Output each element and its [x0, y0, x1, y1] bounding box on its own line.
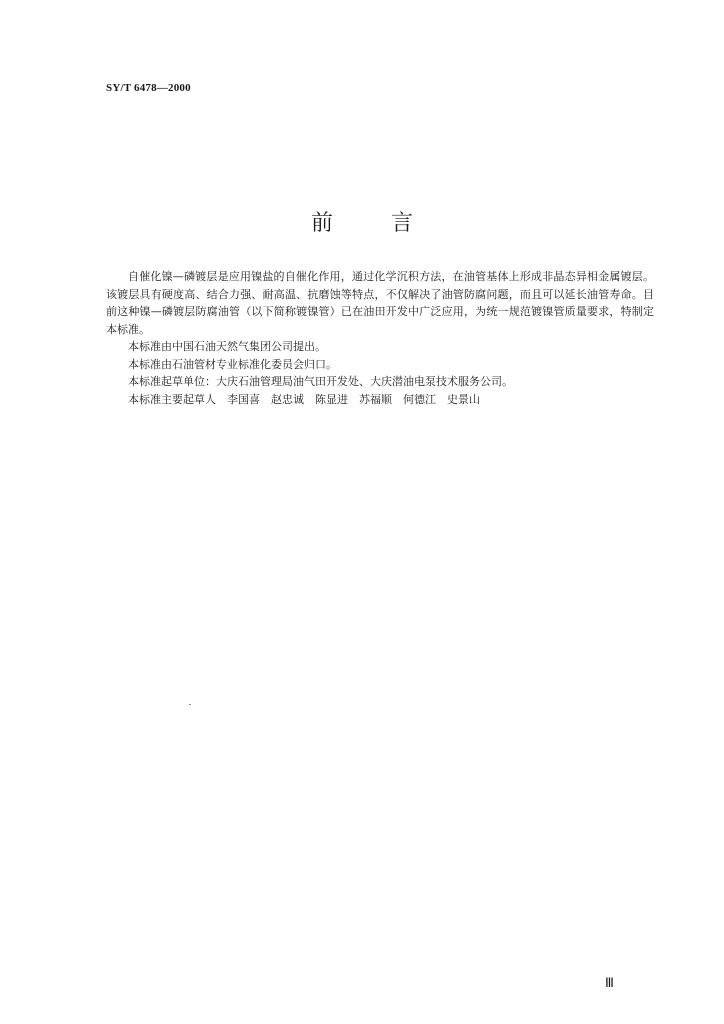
paragraph-drafting-units: 本标准起草单位：大庆石油管理局油气田开发处、大庆潜油电泵技术服务公司。: [128, 375, 513, 388]
title-char-2: 言: [391, 211, 414, 236]
paragraph-proposer: 本标准由中国石油天然气集团公司提出。: [128, 340, 326, 353]
title-char-1: 前: [310, 211, 333, 236]
foreword-body: [106, 268, 654, 408]
paragraph-drafters: 本标准主要起草人 李国喜 赵忠诚 陈显进 苏福顺 何德江 史景山: [128, 392, 480, 406]
page-number: Ⅲ: [605, 975, 614, 990]
paragraph-intro: 自催化镍—磷镀层是应用镍盐的自催化作用，通过化学沉积方法，在油管基体上形成非晶态异相金属镀层。该镀层具有硬度高、结合力强、耐高温、抗磨蚀等特点，不仅解决了油管防腐问题，而且可以延长油管寿命。目前这种镍—磷镀层防腐油管（以下简称镀镍管）已在油田开发中广泛应用，为统一规范镀镍管质量要求，特制定本标准。: [106, 270, 654, 336]
scan-speck: [189, 704, 191, 705]
standard-code: SY/T 6478—2000: [106, 82, 191, 94]
paragraph-centralizing-unit: 本标准由石油管材专业标准化委员会归口。: [128, 357, 337, 371]
page-title: [0, 206, 724, 237]
